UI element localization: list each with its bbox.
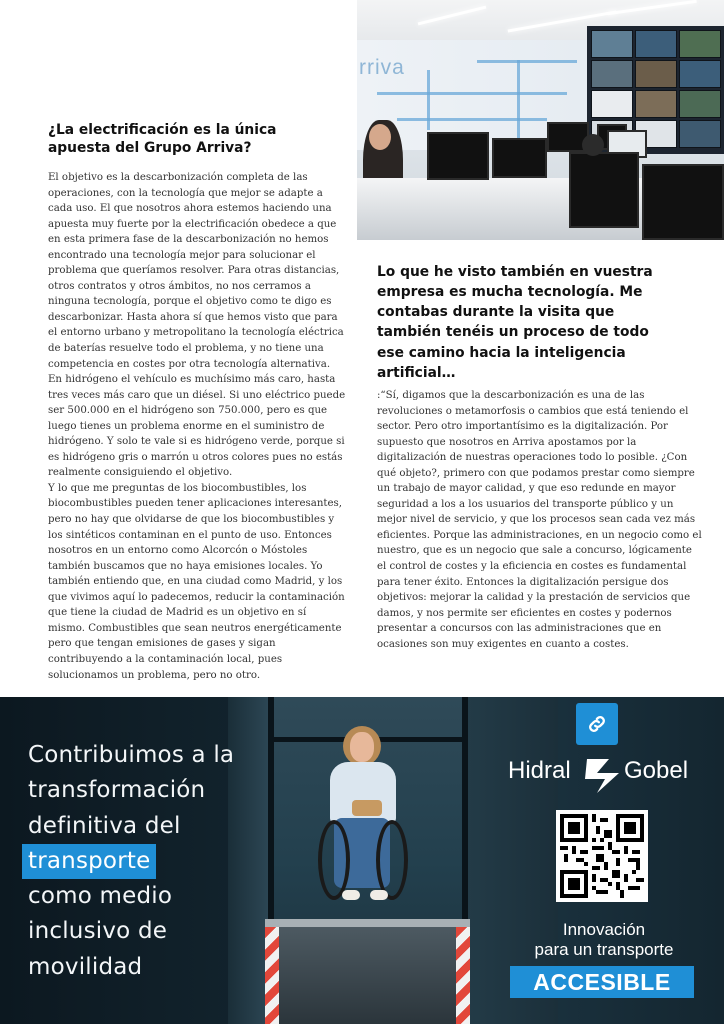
video-screen bbox=[635, 30, 677, 58]
map-line bbox=[477, 60, 577, 63]
answer-paragraph-1: El objetivo es la descarbonización completa de las operaciones, con la tecnología que mejor se adapte a cada uso. El que nosotros ahora estemos haciendo una apuesta muy fuerte por la electrificación obedece a que en esta primera fase de la descarbonización no hemos encontrado una tecnología mejor para solucionar el problema que queríamos resolver. Para otras distancias, otros contratos y otros ámbitos, no nos cerramos a ninguna tecnología, porque el objetivo como te digo es descarbonizar. Hasta ahora sí que hemos visto que para el entorno urbano y metropolitano la tecnología eléctrica de baterías resuelve todo el problema, y no tiene una competencia en costes por otra tecnología alternativa. En hidrógeno el vehículo es muchísimo más caro, hasta tres veces más caro que un diésel. Si uno eléctrico puede ser 500.000 en el hidrógeno son 750.000, pero es que luego tienes un problema enorme en el suministro de hidrógeno. Y solo te vale si es hidrógeno verde, porque si es hidrógeno gris o marrón u otros colores pues no estás realmente consiguiendo el objetivo. Y lo que me preguntas de los biocombustibles, los biocombustibles pueden tener aplicaciones interesantes, pero no hay que olvidarse de que los biocombustibles y los sintéticos contaminan en el punto de uso. Entonces nosotros en un entorno como Alcorcón o Móstoles también buscamos que no haya emisiones locales. Yo también entiendo que, en una ciudad como Madrid, y los que vivimos aquí lo padecemos, reducir la contaminación que tiene la ciudad de Madrid es un objetivo en sí mismo. Combustibles que sean neutros energéticamente pero que tengan emisiones de gases y sigan contribuyendo a la contaminación local, pues solucionamos un problema, pero no otro. bbox=[48, 172, 346, 681]
desk-monitor bbox=[642, 164, 724, 240]
qr-code-icon bbox=[560, 814, 644, 898]
video-screen bbox=[635, 90, 677, 118]
woman-bag bbox=[352, 800, 382, 816]
operator-person bbox=[582, 134, 604, 156]
wheelchair-wheel bbox=[376, 820, 408, 900]
brand-name-right: Gobel bbox=[624, 757, 689, 784]
woman-face bbox=[350, 732, 374, 762]
desk-monitor bbox=[569, 152, 639, 228]
desk-monitor bbox=[427, 132, 489, 180]
map-line bbox=[427, 70, 430, 130]
qr-code[interactable] bbox=[556, 810, 648, 902]
claim-line: definitiva del bbox=[28, 812, 181, 839]
accesible-badge: ACCESIBLE bbox=[510, 966, 694, 998]
claim-line: transformación bbox=[28, 777, 206, 804]
claim-line: inclusivo de bbox=[28, 918, 168, 945]
tagline-line: para un transporte bbox=[534, 940, 674, 959]
video-screen bbox=[679, 120, 721, 148]
claim-highlight: transporte bbox=[22, 844, 156, 879]
answer-paragraph-2: :“Sí, digamos que la descarbonización es una de las revoluciones o metamorfosis o cambios que está teniendo el sector. Pero otro importantísimo es la digitalización. Por supuesto que nosotros en Arriva apostamos por la digitalización de nuestras operaciones todo lo posible. ¿Con qué objeto?, primero con que podamos prestar como siempre un trabajo de mayor calidad, y que eso redunde en mayor seguridad a los a los usuarios del transporte público y un mejor nivel de servicio, y que los procesos sean cada vez más eficientes. Porque las administraciones, en un negocio como el nuestro, que es un negocio que sale a concurso, lógicamente el control de costes y la eficiencia en costes es fundamental para tener éxito. Entonces la digitalización persigue dos objetivos: mejorar la calidad y la prestación de servicios que damos, y nos permite ser eficientes en costes y podernos presentar a concursos con las administraciones que en ocasiones son muy exigentes en cuanto a costes. bbox=[377, 390, 702, 650]
claim-line: movilidad bbox=[28, 953, 143, 980]
woman-shoe bbox=[342, 890, 360, 900]
video-screen bbox=[591, 90, 633, 118]
woman-shoe bbox=[370, 890, 388, 900]
wall-brand-text: rriva bbox=[359, 56, 405, 79]
brand-name-left: Hidral bbox=[508, 757, 571, 784]
wheelchair-wheel bbox=[318, 820, 350, 900]
ad-tagline bbox=[506, 920, 702, 960]
hidral-gobel-logo-icon bbox=[579, 753, 627, 795]
operator-face bbox=[369, 124, 391, 150]
control-room-photo bbox=[357, 0, 724, 240]
video-screen bbox=[679, 60, 721, 88]
question-heading-1: ¿La electrificación es la única apuesta del Grupo Arriva? bbox=[48, 122, 277, 156]
ad-claim bbox=[28, 738, 308, 985]
video-screen bbox=[635, 60, 677, 88]
link-button[interactable] bbox=[576, 703, 618, 745]
link-icon bbox=[586, 713, 608, 735]
claim-line: como medio bbox=[28, 883, 173, 910]
video-screen bbox=[679, 30, 721, 58]
map-line bbox=[517, 60, 520, 140]
video-screen bbox=[591, 30, 633, 58]
tagline-line: Innovación bbox=[562, 920, 646, 939]
ramp-warning-stripe bbox=[456, 927, 470, 1024]
question-heading-2: Lo que he visto también en vuestra empresa es mucha tecnología. Me contabas durante la visita que también tenéis un proceso de todo ese camino hacia la inteligencia artificial… bbox=[377, 264, 653, 381]
claim-line: Contribuimos a la bbox=[28, 742, 235, 768]
map-line bbox=[397, 118, 547, 121]
video-screen bbox=[591, 60, 633, 88]
video-screen bbox=[679, 90, 721, 118]
map-line bbox=[377, 92, 567, 95]
desk-monitor bbox=[492, 138, 547, 178]
